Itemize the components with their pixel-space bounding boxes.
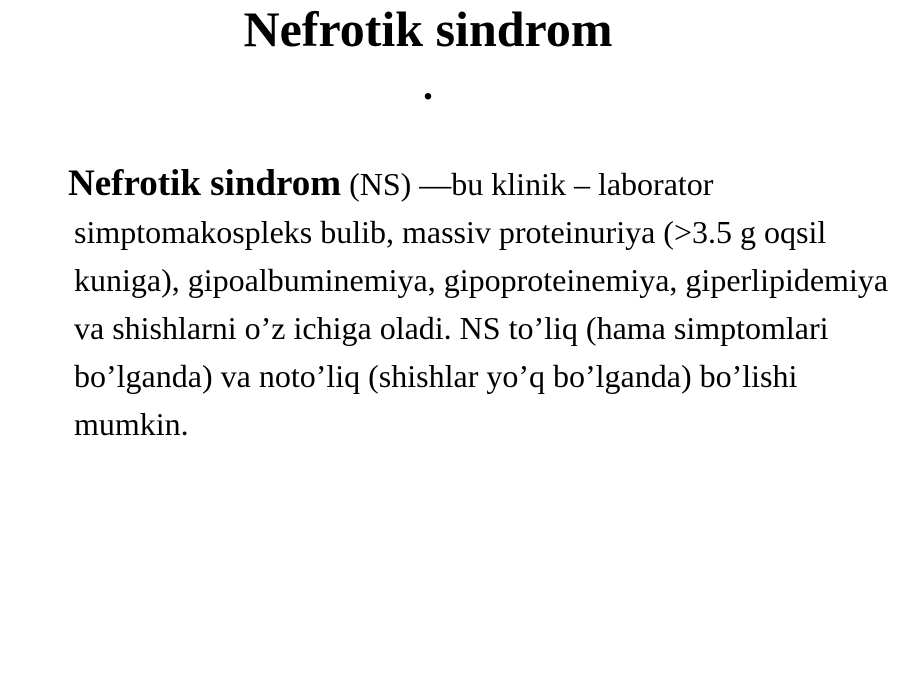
definition-paragraph — [68, 160, 889, 448]
definition-term: Nefrotik sindrom — [68, 163, 342, 204]
slide-title: Nefrotik sindrom — [243, 1, 613, 57]
definition-text: (NS) —bu klinik – laborator simptomakospleks bulib, massiv proteinuriya (>3.5 g oqsil kuniga), gipoalbuminemiya, gipoproteinemiya, giperlipidemiya va shishlarni o’z ichiga oladi. NS to’liq (hama simptomlari bo’lganda) va noto’liq (shishlar yo’q bo’lganda) bo’lishi mumkin. — [74, 166, 889, 442]
title-dot: . — [423, 63, 433, 108]
